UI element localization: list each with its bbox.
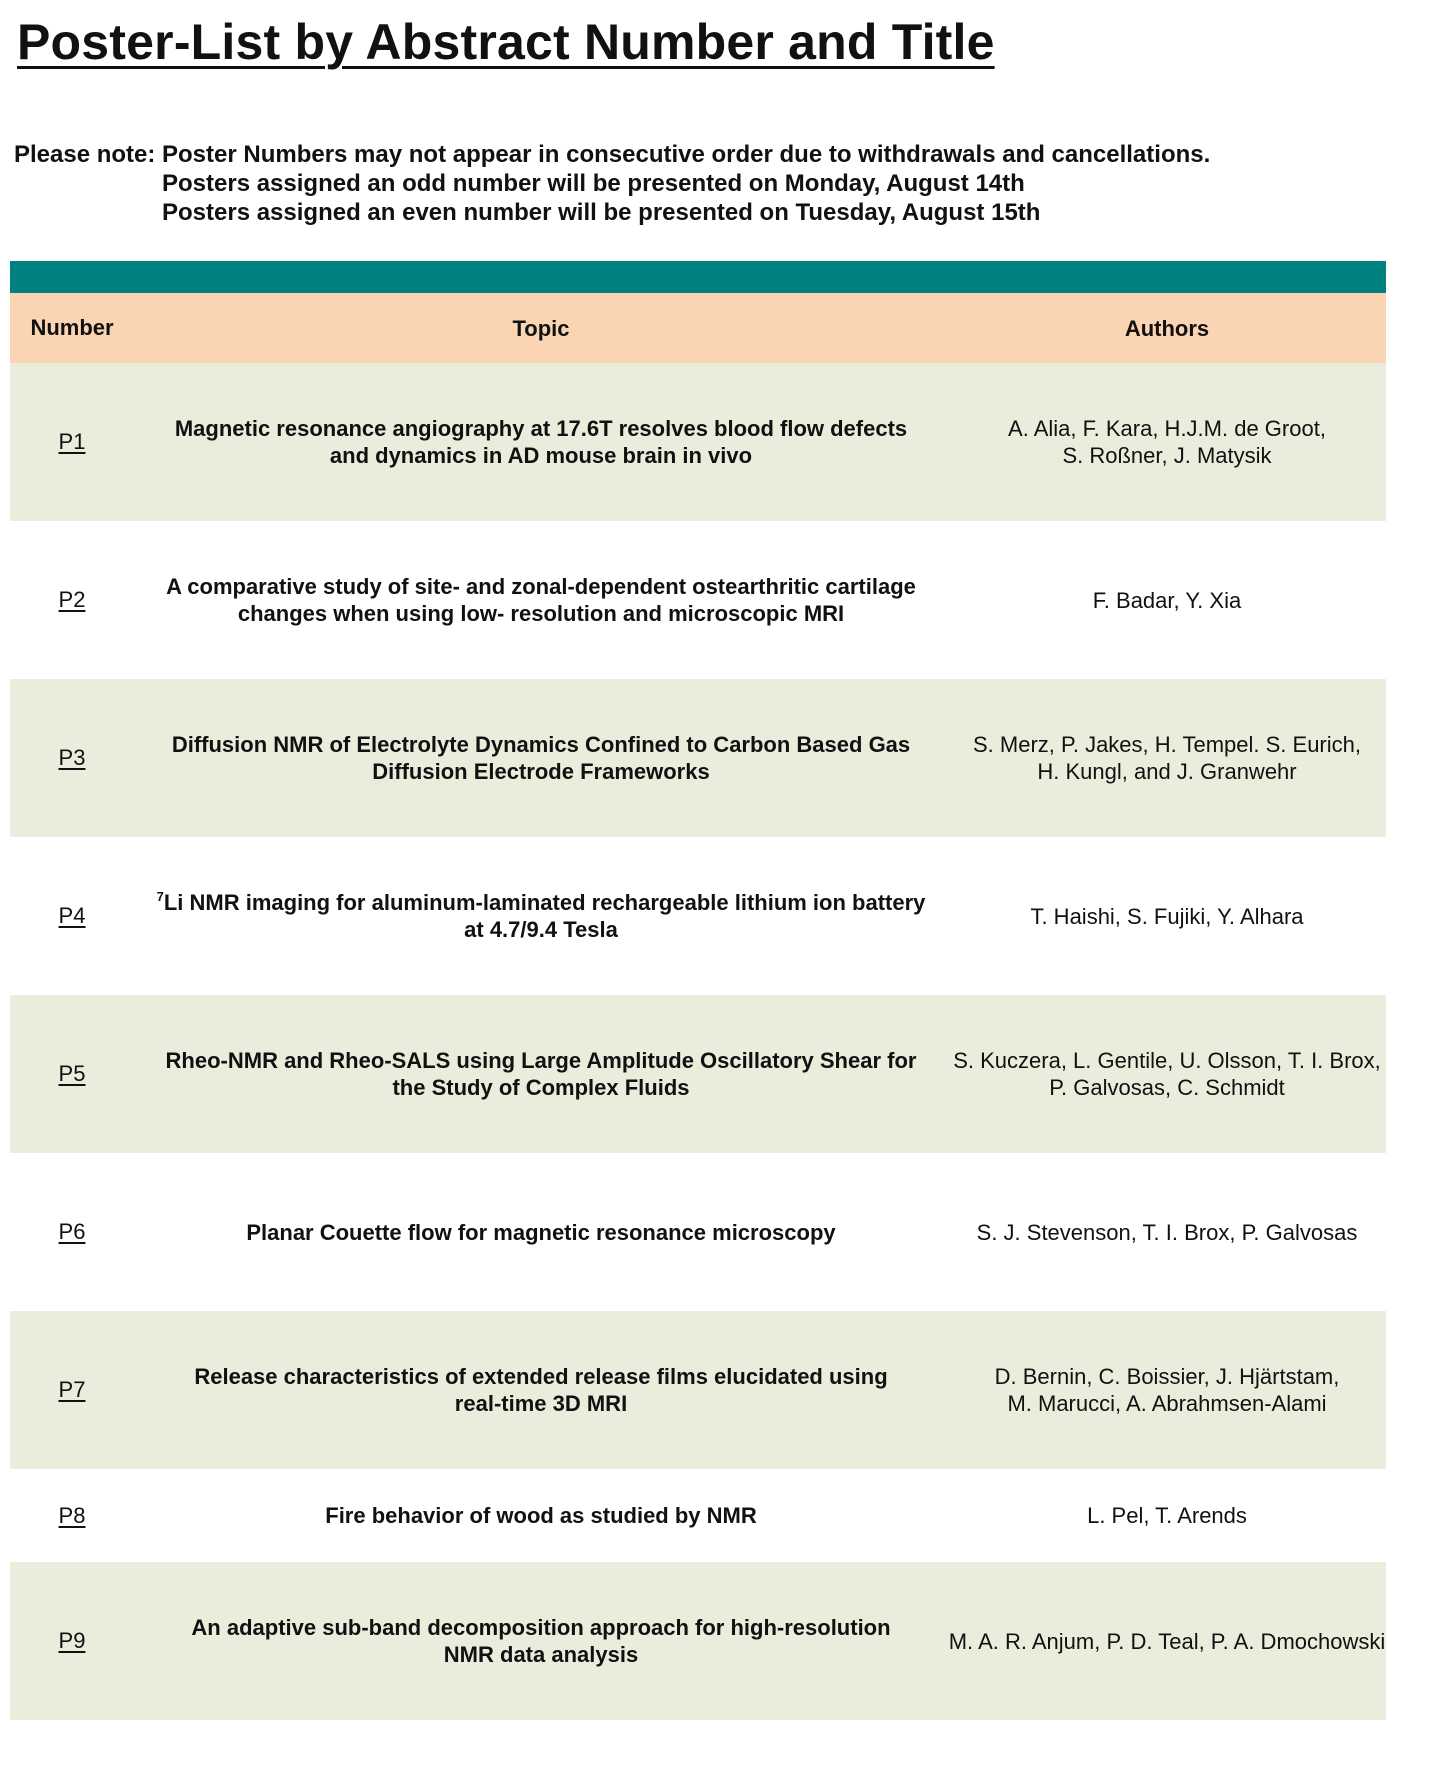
table-top-bar: [10, 261, 1386, 293]
topic-line: Magnetic resonance angiography at 17.6T resolves blood flow defects: [174, 416, 908, 441]
note-row: [14, 169, 1210, 198]
table-row: [10, 521, 1386, 679]
topic-cell: [134, 889, 948, 943]
note-line: Posters assigned an odd number will be presented on Monday, August 14th: [162, 170, 1025, 197]
table-row: [10, 995, 1386, 1153]
authors-cell: [948, 1502, 1386, 1529]
author-line: M. A. R. Anjum, P. D. Teal, P. A. Dmochowski: [948, 1628, 1386, 1654]
poster-number-link[interactable]: P9: [58, 1628, 86, 1653]
note-row: [14, 140, 1210, 169]
topic-line: A comparative study of site- and zonal-dependent ostearthritic cartilage: [166, 574, 916, 599]
number-cell: [10, 1061, 134, 1087]
topic-line: Diffusion Electrode Frameworks: [372, 759, 710, 784]
note-row: [14, 198, 1210, 227]
number-cell: [10, 1377, 134, 1403]
table-row: [10, 1469, 1386, 1562]
authors-cell: [948, 415, 1386, 469]
header-authors: Authors: [1124, 315, 1210, 341]
topic-line: Planar Couette flow for magnetic resonance microscopy: [246, 1219, 836, 1245]
author-line: S. Kuczera, L. Gentile, U. Olsson, T. I. Brox,: [953, 1048, 1381, 1073]
author-line: P. Galvosas, C. Schmidt: [1049, 1075, 1285, 1100]
table-row: [10, 1562, 1386, 1720]
number-cell: [10, 1503, 134, 1529]
schedule-note: [14, 140, 1210, 227]
topic-cell: [134, 1502, 948, 1529]
authors-cell: [948, 1628, 1386, 1655]
topic-cell: [134, 1047, 948, 1101]
topic-cell: [134, 415, 948, 469]
number-cell: [10, 1219, 134, 1245]
author-line: M. Marucci, A. Abrahmsen-Alami: [1007, 1391, 1327, 1416]
note-label: Please note:: [14, 141, 156, 168]
topic-cell: [134, 1219, 948, 1246]
author-line: D. Bernin, C. Boissier, J. Hjärtstam,: [994, 1364, 1340, 1389]
table-row: [10, 1153, 1386, 1311]
topic-line: Diffusion NMR of Electrolyte Dynamics Confined to Carbon Based Gas: [171, 732, 911, 757]
topic-line: Rheo-NMR and Rheo-SALS using Large Amplitude Oscillatory Shear for: [165, 1048, 917, 1073]
number-cell: [10, 1628, 134, 1654]
poster-number-link[interactable]: P3: [58, 745, 86, 770]
table-row: [10, 837, 1386, 995]
table-header: [10, 293, 1386, 363]
number-cell: [10, 587, 134, 613]
author-line: H. Kungl, and J. Granwehr: [1037, 759, 1297, 784]
authors-cell: [948, 731, 1386, 785]
number-cell: [10, 745, 134, 771]
header-number: Number: [30, 315, 114, 340]
topic-cell: [134, 1614, 948, 1668]
table-row: [10, 363, 1386, 521]
poster-number-link[interactable]: P1: [58, 429, 86, 454]
author-line: L. Pel, T. Arends: [1087, 1503, 1247, 1528]
poster-number-link[interactable]: P8: [58, 1502, 86, 1528]
author-line: A. Alia, F. Kara, H.J.M. de Groot,: [1008, 416, 1326, 441]
topic-line: real-time 3D MRI: [454, 1391, 628, 1416]
poster-number-link[interactable]: P5: [58, 1061, 86, 1086]
topic-cell: [134, 1363, 948, 1417]
note-line: Poster Numbers may not appear in consecutive order due to withdrawals and cancellations.: [162, 141, 1211, 168]
topic-line: at 4.7/9.4 Tesla: [464, 917, 618, 942]
topic-line: changes when using low- resolution and microscopic MRI: [237, 601, 845, 626]
note-line: Posters assigned an even number will be presented on Tuesday, August 15th: [162, 199, 1041, 226]
note-indent: [14, 198, 162, 227]
number-cell: [10, 429, 134, 455]
table-row: [10, 1311, 1386, 1469]
authors-cell: [948, 587, 1386, 614]
authors-cell: [948, 1219, 1386, 1246]
author-line: S. J. Stevenson, T. I. Brox, P. Galvosas: [976, 1219, 1358, 1245]
authors-cell: [948, 903, 1386, 930]
author-line: S. Merz, P. Jakes, H. Tempel. S. Eurich,: [973, 732, 1361, 757]
topic-line-text: Li NMR imaging for aluminum-laminated rechargeable lithium ion battery: [163, 890, 926, 915]
authors-cell: [948, 1047, 1386, 1101]
page-title: Poster-List by Abstract Number and Title: [17, 14, 995, 70]
poster-table: [10, 293, 1386, 1720]
topic-line: Fire behavior of wood as studied by NMR: [325, 1503, 757, 1528]
topic-line: An adaptive sub-band decomposition approach for high-resolution: [191, 1615, 891, 1640]
topic-line: [146, 889, 936, 916]
header-topic: Topic: [512, 315, 570, 341]
topic-line: NMR data analysis: [443, 1642, 639, 1667]
poster-number-link[interactable]: P2: [58, 587, 86, 612]
topic-line: Release characteristics of extended release films elucidated using: [194, 1364, 888, 1389]
topic-line: the Study of Complex Fluids: [392, 1075, 690, 1100]
authors-cell: [948, 1363, 1386, 1417]
isotope-superscript: 7: [156, 889, 164, 904]
topic-cell: [134, 731, 948, 785]
topic-cell: [134, 573, 948, 627]
table-row: [10, 679, 1386, 837]
poster-number-link[interactable]: P7: [58, 1377, 86, 1402]
author-line: S. Roßner, J. Matysik: [1062, 443, 1272, 468]
poster-number-link[interactable]: P6: [58, 1219, 86, 1244]
note-indent: [14, 169, 162, 198]
poster-number-link[interactable]: P4: [58, 903, 86, 928]
author-line: T. Haishi, S. Fujiki, Y. Alhara: [1030, 903, 1304, 929]
author-line: F. Badar, Y. Xia: [1092, 587, 1242, 613]
topic-line: and dynamics in AD mouse brain in vivo: [329, 443, 753, 468]
number-cell: [10, 903, 134, 929]
